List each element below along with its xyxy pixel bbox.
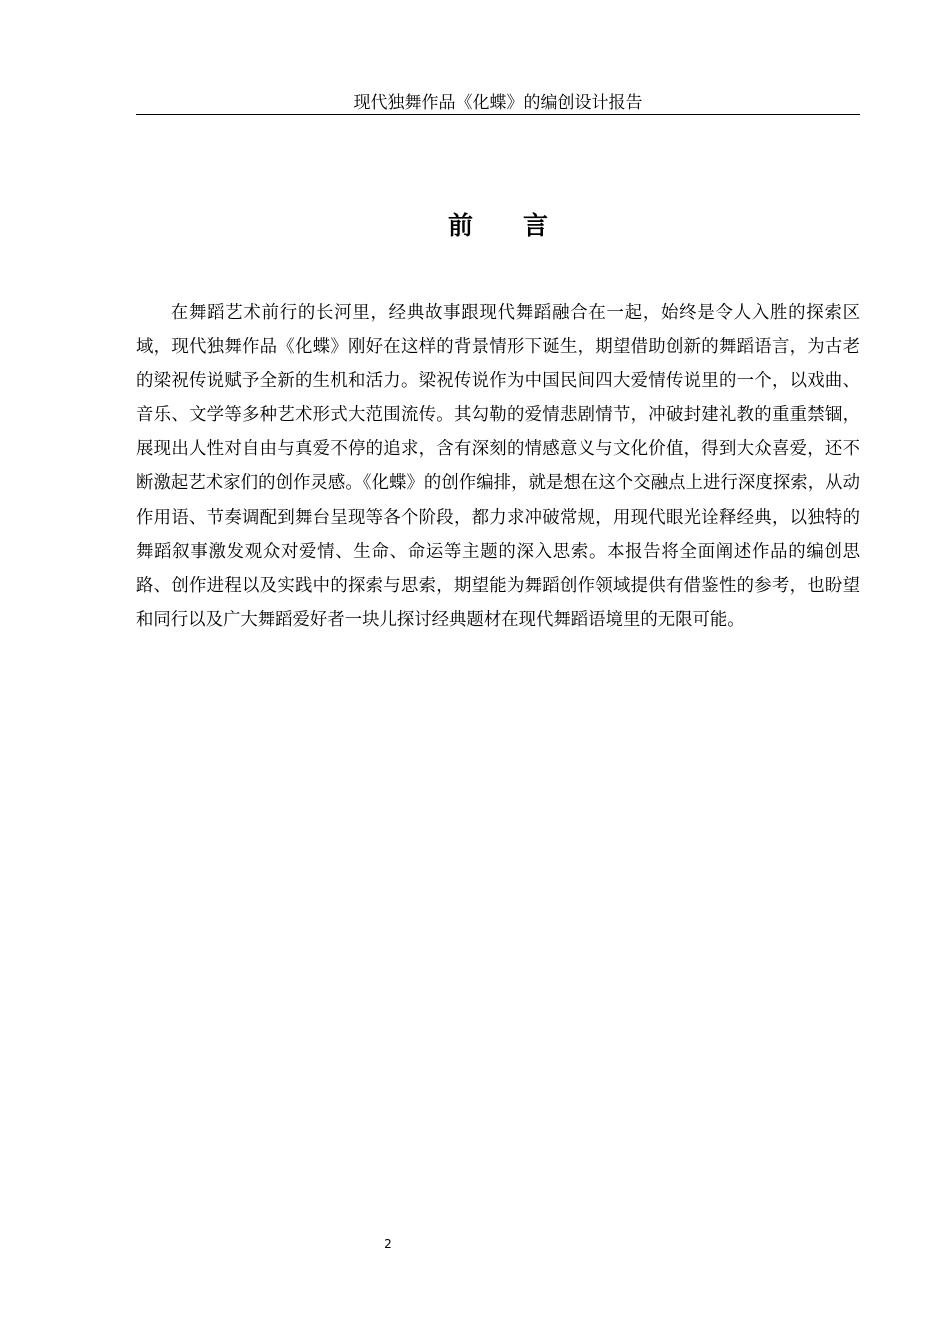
body-paragraph: 在舞蹈艺术前行的长河里，经典故事跟现代舞蹈融合在一起，始终是令人入胜的探索区域，现代独舞作品《化蝶》刚好在这样的背景情形下诞生，期望借助创新的舞蹈语言，为古老的梁祝传说赋予全新的生机和活力。梁祝传说作为中国民间四大爱情传说里的一个，以戏曲、音乐、文学等多种艺术形式大范围流传。其勾勒的爱情悲剧情节，冲破封建礼教的重重禁锢，展现出人性对自由与真爱不停的追求，含有深刻的情感意义与文化价值，得到大众喜爱，还不断激起艺术家们的创作灵感。《化蝶》的创作编排，就是想在这个交融点上进行深度探索，从动作用语、节奏调配到舞台呈现等各个阶段，都力求冲破常规，用现代眼光诠释经典，以独特的舞蹈叙事激发观众对爱情、生命、命运等主题的深入思索。本报告将全面阐述作品的编创思路、创作进程以及实践中的探索与思索，期望能为舞蹈创作领域提供有借鉴性的参考，也盼望和同行以及广大舞蹈爱好者一块儿探讨经典题材在现代舞蹈语境里的无限可能。 (136, 303, 860, 630)
running-header: 现代独舞作品《化蝶》的编创设计报告 (353, 93, 643, 113)
page-number: 2 (384, 1237, 392, 1251)
section-title: 前言 (447, 211, 598, 240)
header-rule (136, 114, 860, 115)
